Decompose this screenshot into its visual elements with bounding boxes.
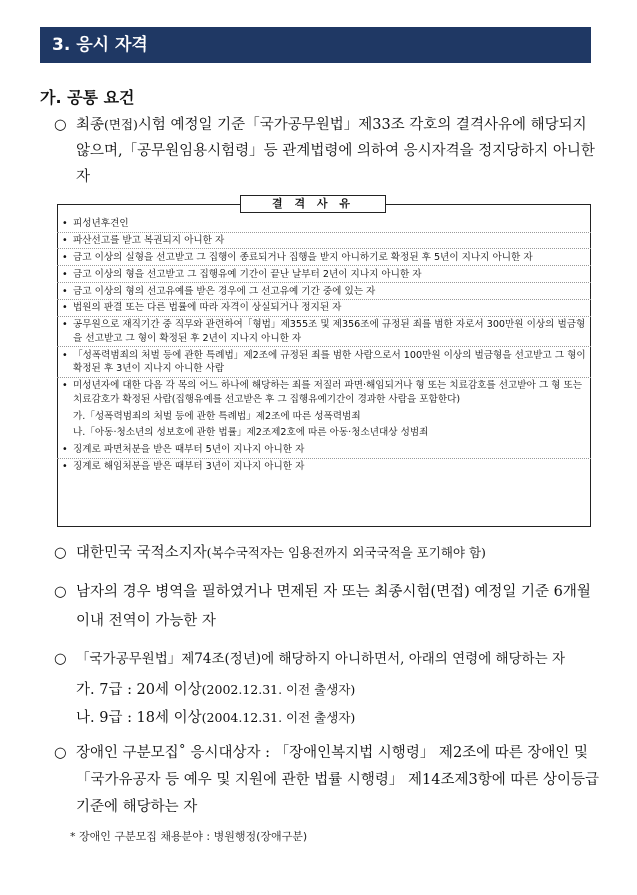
circle-bullet-icon: ○ [54, 745, 67, 761]
sub-list-item: 가.「성폭력범죄의 처벌 등에 관한 특례법」제2조에 따른 성폭력범죄 [73, 410, 361, 422]
disqualification-box-title: 결 격 사 유 [240, 195, 386, 213]
item3-text: 남자의 경우 병역을 필하였거나 면제된 자 또는 최종시험(면접) 예정일 기준 6개월 이내 전역이 가능한 자 [76, 584, 591, 629]
age-main: 나. 9급 : 18세 이상 [76, 710, 202, 726]
list-item: • 금고 이상의 형을 선고받고 그 집행유예 기간이 끝난 날부터 2년이 지나지 아니한 자 [61, 268, 587, 282]
item1-small: (면접) [104, 117, 138, 132]
item1-post: 시험 예정일 기준「국가공무원법」제33조 각호의 결격사유에 해당되지 않으며,「공무원임용시험령」등 관계법령에 의하여 응시자격을 정지당하지 아니한 자 [76, 117, 595, 185]
age-small: (2004.12.31. 이전 출생자) [201, 710, 356, 725]
list-item: • 금고 이상의 실형을 선고받고 그 집행이 종료되거나 집행을 받지 아니하기로 확정된 후 5년이 지나지 아니한 자 [61, 251, 587, 265]
list-item: • 파산선고를 받고 복권되지 아니한 자 [61, 234, 587, 248]
common-requirements-heading: 가. 공통 요건 [40, 88, 135, 107]
item4-text: 「국가공무원법」제74조(정년)에 해당하지 아니하면서, 아래의 연령에 해당하는 자 [76, 651, 566, 667]
item2-small: (복수국적자는 임용전까지 외국국적을 포기해야 함) [206, 545, 486, 560]
disqualification-list [61, 217, 587, 477]
list-item: • 법원의 판결 또는 다른 법률에 따라 자격이 상실되거나 정지된 자 [61, 301, 587, 315]
list-item: • 징계로 해임처분을 받은 때부터 3년이 지나지 아니한 자 [61, 460, 587, 474]
age-main: 가. 7급 : 20세 이상 [76, 682, 202, 698]
list-item: • 금고 이상의 형의 선고유예를 받은 경우에 그 선고유예 기간 중에 있는 자 [61, 285, 587, 299]
requirement-disability [54, 740, 600, 821]
circle-bullet-icon: ○ [54, 117, 67, 133]
section-title: 3. 응시 자격 [40, 27, 591, 63]
footnote: * 장애인 구분모집 채용분야 : 병원행정(장애구분) [70, 830, 308, 843]
age-small: (2002.12.31. 이전 출생자) [201, 682, 356, 697]
circle-bullet-icon: ○ [54, 651, 67, 667]
age-requirement-7 [76, 677, 355, 703]
sub-list-item-text: 나.「아동·청소년의 성보호에 관한 법률」제2조제2호에 따른 아동·청소년대상 성범죄 [73, 427, 429, 439]
age-requirement-9 [76, 705, 355, 731]
requirement-military [54, 578, 600, 636]
circle-bullet-icon: ○ [54, 584, 67, 600]
item2-main: 대한민국 국적소지자 [76, 545, 207, 561]
item5-text: 장애인 구분모집˚ 응시대상자 : 「장애인복지법 시행령」 제2조에 따른 장애인 및 「국가유공자 등 예우 및 지원에 관한 법률 시행령」 제14조제3항에 따른 상이등급기준에 해당하는 자 [76, 745, 599, 815]
sub-list-item [61, 426, 587, 440]
item1-pre: 최종 [76, 117, 105, 133]
requirement-age [54, 646, 600, 672]
list-item: • 공무원으로 재직기간 중 직무와 관련하여「형법」제355조 및 제356조에 규정된 죄를 범한 자로서 300만원 이상의 벌금형을 선고받고 그 형이 확정된 후 2년이 지나지 아니한 자 [61, 318, 587, 345]
requirement-nationality [54, 540, 600, 566]
list-item: • 피성년후견인 [61, 217, 587, 231]
circle-bullet-icon: ○ [54, 545, 67, 561]
list-item: • 미성년자에 대한 다음 각 목의 어느 하나에 해당하는 죄를 저질러 파면·해임되거나 형 또는 치료감호를 선고받아 그 형 또는 치료감호가 확정된 사람(집행유예를 선고받은 후 그 집행유예기간이 경과한 사람을 포함한다) [61, 379, 587, 406]
list-item: • 징계로 파면처분을 받은 때부터 5년이 지나지 아니한 자 [61, 443, 587, 457]
list-item: • 「성폭력범죄의 처벌 등에 관한 특례법」제2조에 규정된 죄를 범한 사람으로서 100만원 이상의 벌금형을 선고받고 그 형이 확정된 후 3년이 지나지 아니한 사람 [61, 349, 587, 376]
requirement-disqualification [54, 112, 600, 190]
